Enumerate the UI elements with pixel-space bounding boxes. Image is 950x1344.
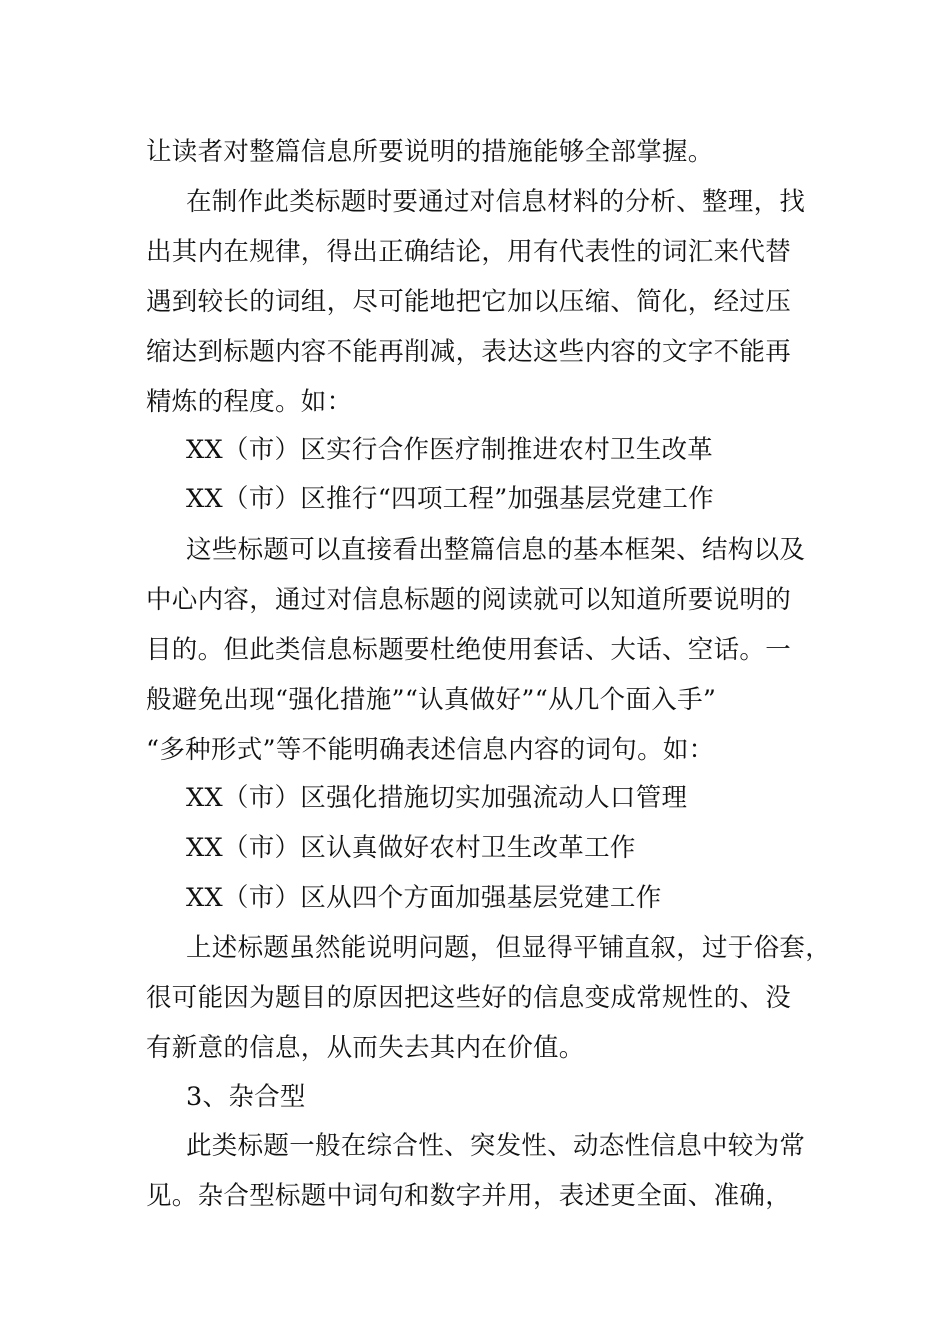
text-line: 缩达到标题内容不能再削减，表达这些内容的文字不能再 [146, 337, 792, 367]
text-line: 见。杂合型标题中词句和数字并用，表述更全面、准确， [146, 1181, 792, 1211]
text-line: 很可能因为题目的原因把这些好的信息变成常规性的、没 [146, 983, 792, 1013]
text-line: 遇到较长的词组，尽可能地把它加以压缩、简化，经过压 [146, 287, 792, 317]
text-line: “多种形式”等不能明确表述信息内容的词句。如： [146, 735, 715, 765]
text-line: 般避免出现“强化措施”“认真做好”“从几个面入手” [146, 685, 717, 715]
example-title: XX（市）区认真做好农村卫生改革工作 [186, 833, 636, 863]
text-line: 目的。但此类信息标题要杜绝使用套话、大话、空话。一 [146, 635, 792, 665]
text-line: 有新意的信息，从而失去其内在价值。 [146, 1033, 585, 1063]
text-line: 中心内容，通过对信息标题的阅读就可以知道所要说明的 [146, 585, 792, 615]
example-title: XX（市）区推行“四项工程”加强基层党建工作 [186, 484, 714, 514]
text-line: 此类标题一般在综合性、突发性、动态性信息中较为常 [186, 1131, 806, 1161]
section-heading: 3、杂合型 [186, 1082, 306, 1112]
text-line: 让读者对整篇信息所要说明的措施能够全部掌握。 [146, 137, 714, 167]
text-line: 出其内在规律，得出正确结论，用有代表性的词汇来代替 [146, 237, 792, 267]
text-line: 上述标题虽然能说明问题，但显得平铺直叙，过于俗套， [186, 933, 832, 963]
example-title: XX（市）区强化措施切实加强流动人口管理 [186, 783, 688, 813]
text-line: 这些标题可以直接看出整篇信息的基本框架、结构以及 [186, 535, 806, 565]
example-title: XX（市）区实行合作医疗制推进农村卫生改革 [186, 435, 714, 465]
example-title: XX（市）区从四个方面加强基层党建工作 [186, 883, 662, 913]
text-line: 精炼的程度。如： [146, 387, 353, 417]
text-line: 在制作此类标题时要通过对信息材料的分析、整理，找 [186, 187, 806, 217]
